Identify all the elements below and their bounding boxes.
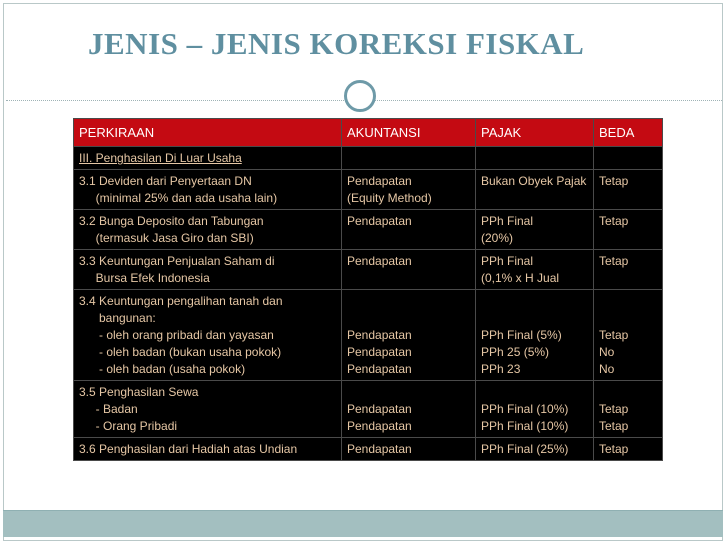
cell-line: Pendapatan <box>347 174 412 188</box>
cell-pajak <box>476 381 594 438</box>
cell-line <box>347 384 471 401</box>
cell-line: Pendapatan <box>347 419 412 433</box>
cell-akuntansi <box>342 170 476 210</box>
cell-akuntansi <box>342 210 476 250</box>
cell-line: 3.2 Bunga Deposito dan Tabungan <box>79 214 264 228</box>
cell-beda <box>594 438 663 461</box>
slide-title: JENIS – JENIS KOREKSI FISKAL <box>88 26 585 61</box>
cell-line: 3.3 Keuntungan Penjualan Saham di <box>79 254 275 268</box>
cell-perkiraan <box>74 250 342 290</box>
cell-akuntansi <box>342 438 476 461</box>
cell-beda <box>594 250 663 290</box>
cell-akuntansi <box>342 381 476 438</box>
table-row <box>74 250 663 290</box>
cell-line: - oleh badan (bukan usaha pokok) <box>79 345 282 359</box>
cell-line: Tetap <box>599 402 629 416</box>
cell-line: Pendapatan <box>347 328 412 342</box>
footer-bar <box>3 510 723 537</box>
cell-line: (termasuk Jasa Giro dan SBI) <box>79 231 254 245</box>
circle-ornament <box>344 80 376 112</box>
cell-pajak <box>476 438 594 461</box>
cell-line: Tetap <box>599 442 629 456</box>
section-label: III. Penghasilan Di Luar Usaha <box>74 147 342 170</box>
cell-beda <box>594 381 663 438</box>
cell-line: Pendapatan <box>347 214 412 228</box>
cell-line: PPh Final <box>481 214 534 228</box>
cell-line: Pendapatan <box>347 345 412 359</box>
cell-beda <box>594 170 663 210</box>
cell-perkiraan <box>74 210 342 250</box>
cell-line: (Equity Method) <box>347 191 432 205</box>
cell-line: PPh 23 <box>481 362 521 376</box>
cell-line: PPh Final (5%) <box>481 328 562 342</box>
cell-line: (20%) <box>481 231 514 245</box>
table-row <box>74 290 663 381</box>
table-cell <box>594 147 663 170</box>
cell-line: - Badan <box>79 402 138 416</box>
cell-line <box>481 310 589 327</box>
cell-line <box>481 384 589 401</box>
section-row <box>74 147 663 170</box>
cell-line: Pendapatan <box>347 254 412 268</box>
cell-line: PPh Final (10%) <box>481 419 569 433</box>
cell-line: PPh Final (25%) <box>481 442 569 456</box>
cell-line: - oleh badan (usaha pokok) <box>79 362 246 376</box>
cell-beda <box>594 290 663 381</box>
cell-line <box>481 293 589 310</box>
cell-line: PPh Final (10%) <box>481 402 569 416</box>
cell-line: No <box>599 345 615 359</box>
cell-line: Tetap <box>599 254 629 268</box>
cell-perkiraan <box>74 381 342 438</box>
cell-akuntansi <box>342 290 476 381</box>
cell-line <box>347 310 471 327</box>
cell-line: 3.1 Deviden dari Penyertaan DN <box>79 174 252 188</box>
cell-pajak <box>476 290 594 381</box>
cell-perkiraan <box>74 290 342 381</box>
cell-line: Tetap <box>599 174 629 188</box>
cell-line: Pendapatan <box>347 442 412 456</box>
table-row <box>74 210 663 250</box>
cell-perkiraan <box>74 438 342 461</box>
cell-line <box>599 384 658 401</box>
cell-akuntansi <box>342 250 476 290</box>
cell-line: (0,1% x H Jual <box>481 271 560 285</box>
cell-line: 3.5 Penghasilan Sewa <box>79 385 199 399</box>
table-row <box>74 438 663 461</box>
table-cell <box>342 147 476 170</box>
cell-line: Bukan Obyek Pajak <box>481 174 587 188</box>
table-cell <box>476 147 594 170</box>
cell-line: - oleh orang pribadi dan yayasan <box>79 328 274 342</box>
cell-line: 3.4 Keuntungan pengalihan tanah dan <box>79 294 283 308</box>
cell-beda <box>594 210 663 250</box>
cell-line <box>347 293 471 310</box>
header-akuntansi: AKUNTANSI <box>342 119 476 147</box>
cell-line: Pendapatan <box>347 402 412 416</box>
cell-line: Tetap <box>599 328 629 342</box>
cell-line: Tetap <box>599 214 629 228</box>
cell-line: PPh 25 (5%) <box>481 345 550 359</box>
header-perkiraan: PERKIRAAN <box>74 119 342 147</box>
cell-line: (minimal 25% dan ada usaha lain) <box>79 191 278 205</box>
cell-line: Pendapatan <box>347 362 412 376</box>
cell-line: Tetap <box>599 419 629 433</box>
cell-pajak <box>476 170 594 210</box>
cell-line <box>599 293 658 310</box>
header-pajak: PAJAK <box>476 119 594 147</box>
cell-line: - Orang Pribadi <box>79 419 178 433</box>
cell-line: 3.6 Penghasilan dari Hadiah atas Undian <box>79 442 298 456</box>
cell-pajak <box>476 210 594 250</box>
cell-line: bangunan: <box>79 311 156 325</box>
table-row <box>74 381 663 438</box>
cell-line: Bursa Efek Indonesia <box>79 271 210 285</box>
table-header-row <box>74 119 663 147</box>
cell-perkiraan <box>74 170 342 210</box>
cell-pajak <box>476 250 594 290</box>
table-row <box>74 170 663 210</box>
cell-line <box>599 310 658 327</box>
cell-line: PPh Final <box>481 254 534 268</box>
correction-table <box>73 118 663 461</box>
cell-line: No <box>599 362 615 376</box>
header-beda: BEDA <box>594 119 663 147</box>
